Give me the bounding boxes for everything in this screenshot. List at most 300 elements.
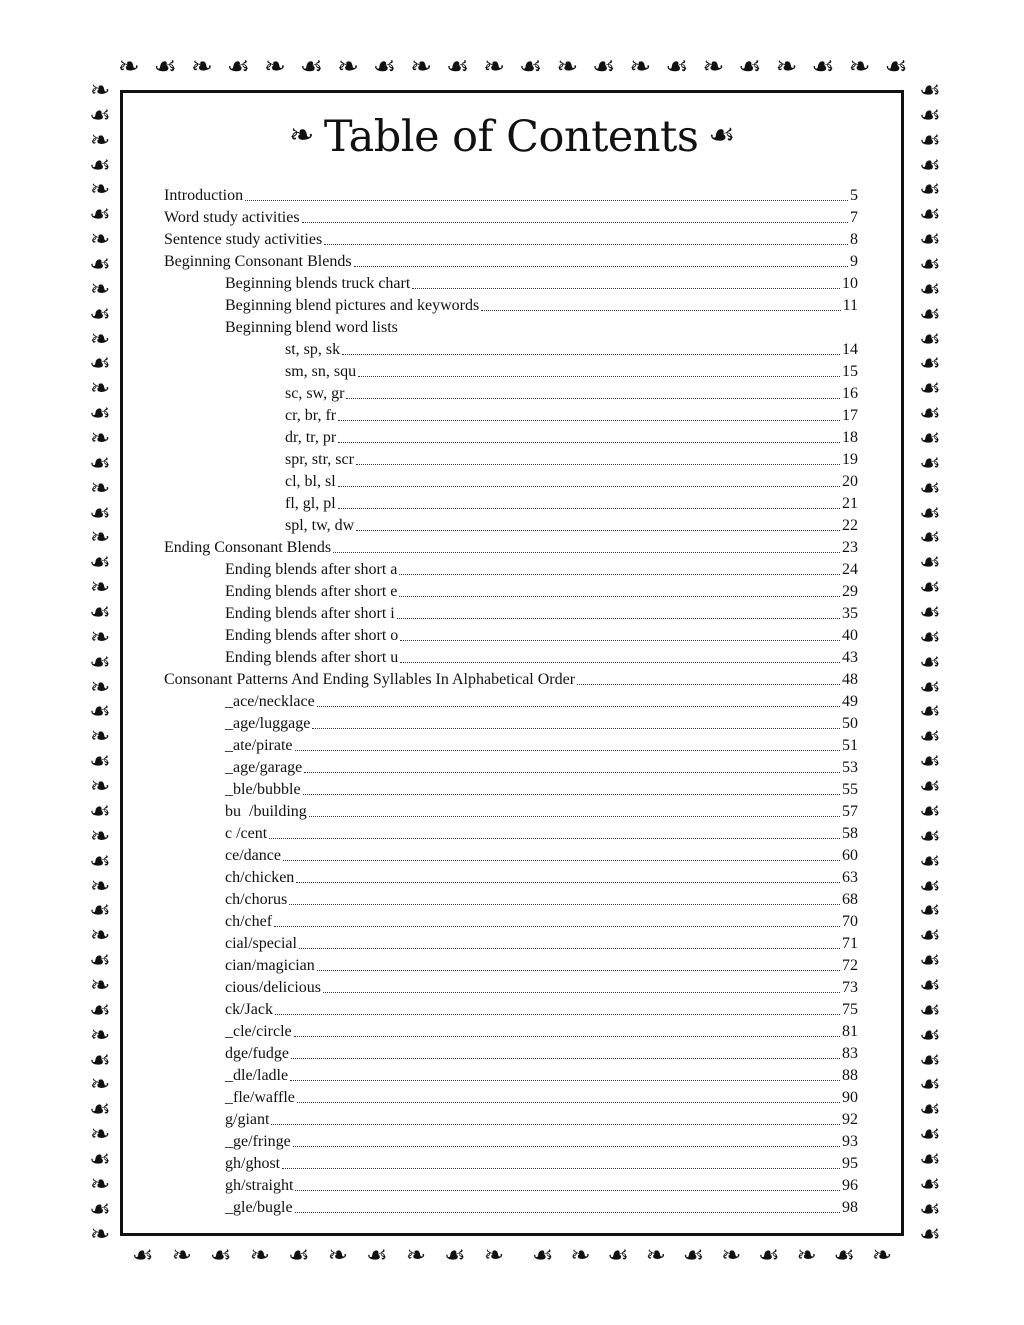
toc-entry[interactable] — [164, 688, 858, 710]
dot-leader — [245, 199, 848, 201]
toc-entry[interactable] — [164, 446, 858, 468]
top-ornament-icon: ❧ — [775, 52, 798, 82]
bottom-right-ornament-icon: ❧ — [796, 1241, 817, 1269]
dot-leader — [323, 991, 840, 993]
right-ornament-icon: ☙ — [919, 747, 941, 776]
left-ornament-icon: ☙ — [89, 896, 111, 925]
bottom-left-ornament-icon: ☙ — [366, 1241, 388, 1269]
dot-leader — [291, 1057, 840, 1059]
right-ornament-icon: ☙ — [919, 1095, 941, 1124]
toc-entry-label: Beginning Consonant Blends — [164, 253, 352, 270]
dot-leader — [338, 419, 840, 421]
toc-entry[interactable] — [164, 974, 858, 996]
dot-leader — [358, 375, 840, 377]
toc-entry[interactable] — [164, 886, 858, 908]
bottom-right-ornament-icon: ☙ — [758, 1241, 780, 1269]
dot-leader — [274, 925, 840, 927]
toc-entry[interactable] — [164, 204, 858, 226]
dot-leader — [293, 1145, 840, 1147]
toc-entry-page-number: 8 — [850, 231, 858, 248]
dot-leader — [309, 815, 840, 817]
bottom-right-ornament-icon: ❧ — [721, 1241, 742, 1269]
toc-entry[interactable] — [164, 776, 858, 798]
toc-entry-page-number: 18 — [842, 429, 858, 446]
toc-entry-page-number: 19 — [842, 451, 858, 468]
right-ornament-icon: ☙ — [919, 448, 941, 477]
toc-entry-label: _age/garage — [225, 759, 303, 776]
toc-entry-page-number: 9 — [850, 253, 858, 270]
toc-entry[interactable] — [164, 270, 858, 292]
left-ornament-icon: ☙ — [89, 150, 111, 179]
toc-entry-label: dge/fudge — [225, 1045, 289, 1062]
right-ornament-icon: ☙ — [919, 299, 941, 328]
toc-entry-page-number: 88 — [842, 1067, 858, 1084]
toc-entry-label: ck/Jack — [225, 1001, 273, 1018]
dot-leader — [333, 551, 840, 553]
dot-leader — [269, 837, 840, 839]
dot-leader — [302, 221, 848, 223]
toc-entry[interactable] — [164, 1018, 858, 1040]
bottom-left-ornament-icon: ☙ — [132, 1241, 154, 1269]
right-ornament-icon: ☙ — [919, 150, 941, 179]
right-ornament-icon: ☙ — [919, 821, 941, 850]
toc-entry-label: _ace/necklace — [225, 693, 315, 710]
right-ornament-icon: ☙ — [919, 796, 941, 825]
toc-entry-label: _age/luggage — [225, 715, 311, 732]
dot-leader — [324, 243, 848, 245]
toc-entry[interactable] — [164, 622, 858, 644]
left-ornament-border — [86, 78, 114, 1246]
dot-leader — [317, 705, 840, 707]
toc-entry[interactable] — [164, 248, 858, 270]
toc-entry[interactable] — [164, 402, 858, 424]
toc-entry[interactable] — [164, 600, 858, 622]
top-ornament-icon: ❧ — [629, 52, 652, 82]
right-ornament-icon: ☙ — [919, 1169, 941, 1198]
toc-entry-page-number: 50 — [842, 715, 858, 732]
toc-entry-label: c /cent — [225, 825, 268, 842]
toc-entry[interactable] — [164, 666, 858, 688]
toc-entry[interactable] — [164, 468, 858, 490]
toc-entry[interactable] — [164, 358, 858, 380]
toc-entry-label: st, sp, sk — [285, 341, 341, 358]
toc-entry-label: _fle/waffle — [225, 1089, 295, 1106]
toc-entry[interactable] — [164, 1194, 858, 1216]
toc-entry-label: cr, br, fr — [285, 407, 337, 424]
top-ornament-icon: ☙ — [884, 52, 908, 82]
dot-leader — [412, 287, 840, 289]
right-ornament-icon: ☙ — [919, 921, 941, 950]
toc-entry-label: cial/special — [225, 935, 297, 952]
left-ornament-icon: ☙ — [89, 598, 111, 627]
left-ornament-icon: ☙ — [89, 299, 111, 328]
dot-leader — [577, 683, 840, 685]
right-ornament-icon: ☙ — [919, 1020, 941, 1049]
right-ornament-icon: ☙ — [919, 598, 941, 627]
title-swash-right-icon: ☙ — [708, 118, 735, 153]
bottom-right-ornament-icon: ☙ — [607, 1241, 629, 1269]
toc-entry[interactable] — [164, 1106, 858, 1128]
toc-entry-label: _cle/circle — [225, 1023, 292, 1040]
left-ornament-icon: ❧ — [89, 473, 111, 502]
right-ornament-icon: ☙ — [919, 399, 941, 428]
toc-entry-page-number: 68 — [842, 891, 858, 908]
toc-entry-page-number: 16 — [842, 385, 858, 402]
toc-entry[interactable] — [164, 996, 858, 1018]
toc-entry[interactable] — [164, 644, 858, 666]
top-ornament-icon: ❧ — [337, 52, 360, 82]
dot-leader — [294, 1035, 840, 1037]
toc-entry-page-number: 14 — [842, 341, 858, 358]
toc-entry[interactable] — [164, 820, 858, 842]
right-ornament-icon: ☙ — [919, 1070, 941, 1099]
toc-entry-label: cian/magician — [225, 957, 315, 974]
dot-leader — [338, 485, 840, 487]
title-text: Table of Contents — [323, 112, 699, 162]
left-ornament-icon: ❧ — [89, 1020, 111, 1049]
toc-entry-label: Sentence study activities — [164, 231, 323, 248]
toc-entry-page-number: 63 — [842, 869, 858, 886]
left-ornament-icon: ❧ — [89, 672, 111, 701]
bottom-left-ornament-icon: ❧ — [171, 1241, 192, 1269]
toc-entry[interactable] — [164, 380, 858, 402]
toc-entry-label: sm, sn, squ — [285, 363, 357, 380]
toc-entry-page-number: 11 — [842, 297, 858, 314]
toc-entry[interactable] — [164, 952, 858, 974]
left-ornament-icon: ❧ — [89, 374, 111, 403]
dot-leader — [271, 1123, 840, 1125]
left-ornament-icon: ☙ — [89, 647, 111, 676]
toc-entry[interactable] — [164, 1172, 858, 1194]
toc-entry[interactable] — [164, 534, 858, 556]
dot-leader — [295, 1189, 840, 1191]
toc-entry[interactable] — [164, 1128, 858, 1150]
toc-entry-label: gh/straight — [225, 1177, 294, 1194]
toc-entry-page-number: 96 — [842, 1177, 858, 1194]
left-ornament-icon: ☙ — [89, 250, 111, 279]
toc-entry-label: _gle/bugle — [225, 1199, 293, 1216]
toc-entry-page-number: 24 — [842, 561, 858, 578]
right-ornament-icon: ☙ — [919, 622, 941, 651]
top-ornament-icon: ☙ — [811, 52, 835, 82]
left-ornament-icon: ❧ — [89, 921, 111, 950]
top-ornament-icon: ☙ — [665, 52, 689, 82]
right-ornament-icon: ☙ — [919, 1120, 941, 1149]
dot-leader — [481, 309, 840, 311]
toc-entry[interactable] — [164, 710, 858, 732]
toc-entry-page-number: 73 — [842, 979, 858, 996]
toc-entry-page-number: 21 — [842, 495, 858, 512]
toc-entry-page-number: 23 — [842, 539, 858, 556]
toc-entry-page-number: 51 — [842, 737, 858, 754]
toc-entry-label: Consonant Patterns And Ending Syllables In Alphabetical Order — [164, 671, 576, 688]
bottom-right-ornament-icon: ☙ — [682, 1241, 705, 1269]
right-ornament-icon: ☙ — [919, 274, 941, 303]
toc-entry-page-number: 48 — [842, 671, 858, 688]
left-ornament-icon: ❧ — [89, 1219, 111, 1248]
table-of-contents — [164, 182, 858, 1216]
left-ornament-icon: ❧ — [89, 772, 111, 801]
toc-entry[interactable] — [164, 1062, 858, 1084]
right-ornament-icon: ☙ — [919, 772, 941, 801]
dot-leader — [295, 749, 840, 751]
dot-leader — [295, 1211, 840, 1213]
toc-entry[interactable] — [164, 182, 858, 204]
toc-entry[interactable] — [164, 930, 858, 952]
left-ornament-icon: ☙ — [89, 399, 111, 428]
toc-entry[interactable] — [164, 490, 858, 512]
toc-entry-page-number: 92 — [842, 1111, 858, 1128]
dot-leader — [275, 1013, 840, 1015]
toc-entry-label: g/giant — [225, 1111, 270, 1128]
top-ornament-icon: ❧ — [702, 52, 725, 82]
bottom-left-ornament-icon: ☙ — [210, 1241, 232, 1269]
left-ornament-icon: ☙ — [89, 946, 111, 975]
toc-entry[interactable] — [164, 754, 858, 776]
bottom-right-ornament-icon: ☙ — [833, 1241, 856, 1269]
dot-leader — [299, 947, 840, 949]
top-ornament-icon: ❧ — [483, 52, 506, 82]
toc-entry-label: ch/chorus — [225, 891, 288, 908]
right-ornament-icon: ☙ — [919, 896, 941, 925]
toc-entry-page-number: 29 — [842, 583, 858, 600]
bottom-right-ornament-icon: ❧ — [871, 1241, 892, 1269]
left-ornament-icon: ❧ — [89, 225, 111, 254]
right-ornament-icon: ☙ — [919, 672, 941, 701]
left-ornament-icon: ❧ — [89, 1070, 111, 1099]
left-ornament-icon: ☙ — [89, 995, 111, 1024]
dot-leader — [282, 1167, 840, 1169]
dot-leader — [338, 507, 840, 509]
toc-entry-page-number: 53 — [842, 759, 858, 776]
left-ornament-icon: ❧ — [89, 125, 111, 154]
right-ornament-icon: ☙ — [919, 250, 941, 279]
toc-entry-label: _ate/pirate — [225, 737, 293, 754]
right-ornament-icon: ☙ — [919, 871, 941, 900]
toc-entry-label: Ending Consonant Blends — [164, 539, 332, 556]
toc-entry-page-number: 7 — [850, 209, 858, 226]
left-ornament-icon: ❧ — [89, 175, 111, 204]
toc-entry-page-number: 15 — [842, 363, 858, 380]
bottom-left-ornament-icon: ❧ — [249, 1241, 270, 1269]
bottom-left-ornament-icon: ☙ — [444, 1241, 466, 1269]
toc-entry[interactable] — [164, 732, 858, 754]
toc-entry[interactable] — [164, 226, 858, 248]
right-ornament-icon: ☙ — [919, 1144, 941, 1173]
right-ornament-icon: ☙ — [919, 1219, 941, 1248]
dot-leader — [354, 265, 848, 267]
left-ornament-icon: ☙ — [89, 448, 111, 477]
toc-entry-label: gh/ghost — [225, 1155, 281, 1172]
page-title — [120, 112, 904, 162]
bottom-right-ornament-icon: ☙ — [532, 1241, 554, 1269]
right-ornament-icon: ☙ — [919, 324, 941, 353]
right-ornament-icon: ☙ — [919, 946, 941, 975]
toc-entry[interactable] — [164, 578, 858, 600]
toc-entry-label: Beginning blend pictures and keywords — [225, 297, 480, 314]
toc-entry[interactable] — [164, 424, 858, 446]
dot-leader — [399, 573, 840, 575]
left-ornament-icon: ❧ — [89, 523, 111, 552]
toc-entry[interactable] — [164, 798, 858, 820]
toc-entry-page-number: 98 — [842, 1199, 858, 1216]
toc-entry-page-number: 57 — [842, 803, 858, 820]
title-swash-left-icon: ❧ — [289, 118, 314, 153]
toc-entry-label: sc, sw, gr — [285, 385, 345, 402]
left-ornament-icon: ❧ — [89, 324, 111, 353]
toc-entry-page-number: 81 — [842, 1023, 858, 1040]
dot-leader — [283, 859, 840, 861]
right-ornament-icon: ☙ — [919, 1045, 941, 1074]
right-ornament-icon: ☙ — [919, 225, 941, 254]
dot-leader — [397, 617, 840, 619]
bottom-right-ornament-icon: ❧ — [570, 1241, 591, 1269]
bottom-right-ornament-icon: ❧ — [645, 1241, 666, 1269]
toc-entry-label: Ending blends after short e — [225, 583, 398, 600]
dot-leader — [312, 727, 840, 729]
left-ornament-icon: ❧ — [89, 871, 111, 900]
top-ornament-icon: ☙ — [592, 52, 616, 82]
dot-leader — [338, 441, 840, 443]
dot-leader — [297, 1101, 840, 1103]
left-ornament-icon: ☙ — [89, 747, 111, 776]
left-ornament-icon: ☙ — [89, 498, 111, 527]
toc-entry-label: Ending blends after short u — [225, 649, 399, 666]
right-ornament-icon: ☙ — [919, 76, 941, 104]
toc-entry-label: Beginning blends truck chart — [225, 275, 411, 292]
top-ornament-icon: ☙ — [373, 52, 397, 82]
toc-entry-page-number: 5 — [850, 187, 858, 204]
top-ornament-icon: ☙ — [226, 52, 251, 82]
toc-entry-label: spl, tw, dw — [285, 517, 355, 534]
right-ornament-icon: ☙ — [919, 722, 941, 751]
right-ornament-icon: ☙ — [919, 125, 941, 154]
bottom-left-ornament-icon: ❧ — [327, 1241, 348, 1269]
top-ornament-icon: ❧ — [848, 52, 871, 82]
toc-entry-page-number: 58 — [842, 825, 858, 842]
left-ornament-icon: ❧ — [89, 424, 111, 453]
toc-entry-page-number: 20 — [842, 473, 858, 490]
toc-entry-label: Beginning blend word lists — [225, 319, 398, 336]
toc-entry-page-number: 75 — [842, 1001, 858, 1018]
dot-leader — [304, 771, 840, 773]
dot-leader — [289, 903, 840, 905]
right-ornament-icon: ☙ — [919, 995, 941, 1024]
left-ornament-icon: ☙ — [89, 1045, 111, 1074]
left-ornament-icon: ☙ — [89, 796, 111, 825]
bottom-right-ornament-border — [532, 1243, 892, 1267]
left-ornament-icon: ☙ — [89, 1095, 111, 1124]
toc-entry-page-number: 22 — [842, 517, 858, 534]
toc-entry-label: dr, tr, pr — [285, 429, 337, 446]
bottom-left-ornament-icon: ❧ — [405, 1241, 426, 1269]
dot-leader — [346, 397, 840, 399]
toc-entry[interactable] — [164, 1150, 858, 1172]
left-ornament-icon: ❧ — [89, 821, 111, 850]
left-ornament-icon: ☙ — [89, 1144, 111, 1173]
dot-leader — [356, 463, 840, 465]
left-ornament-icon: ❧ — [89, 970, 111, 999]
toc-entry[interactable] — [164, 556, 858, 578]
bottom-left-ornament-icon: ❧ — [483, 1241, 504, 1269]
toc-entry[interactable] — [164, 314, 858, 336]
top-ornament-icon: ☙ — [738, 52, 762, 82]
left-ornament-icon: ☙ — [89, 100, 111, 129]
top-ornament-icon: ❧ — [118, 52, 140, 82]
toc-entry-label: Ending blends after short a — [225, 561, 398, 578]
dot-leader — [400, 639, 840, 641]
right-ornament-icon: ☙ — [919, 548, 941, 577]
right-ornament-icon: ☙ — [919, 970, 941, 999]
right-ornament-icon: ☙ — [919, 647, 941, 676]
left-ornament-icon: ☙ — [89, 1194, 111, 1223]
toc-entry[interactable] — [164, 908, 858, 930]
toc-entry[interactable] — [164, 842, 858, 864]
dot-leader — [400, 661, 840, 663]
left-ornament-icon: ❧ — [89, 1120, 111, 1149]
right-ornament-icon: ☙ — [919, 100, 941, 129]
left-ornament-icon: ☙ — [89, 349, 111, 378]
left-ornament-icon: ☙ — [89, 200, 111, 229]
top-ornament-icon: ❧ — [191, 52, 213, 82]
left-ornament-icon: ❧ — [89, 274, 111, 303]
left-ornament-icon: ☙ — [89, 697, 111, 726]
toc-entry-label: _dle/ladle — [225, 1067, 289, 1084]
left-ornament-icon: ☙ — [89, 846, 111, 875]
toc-entry-page-number: 93 — [842, 1133, 858, 1150]
toc-entry-page-number: 10 — [842, 275, 858, 292]
left-ornament-icon: ☙ — [89, 548, 111, 577]
top-ornament-icon: ☙ — [519, 52, 543, 82]
top-ornament-border — [118, 54, 908, 80]
toc-entry-label: cious/delicious — [225, 979, 321, 996]
toc-entry-label: cl, bl, sl — [285, 473, 336, 490]
right-ornament-icon: ☙ — [919, 697, 941, 726]
left-ornament-icon: ❧ — [89, 722, 111, 751]
toc-entry-label: Word study activities — [164, 209, 300, 226]
dot-leader — [290, 1079, 840, 1081]
toc-entry-page-number: 17 — [842, 407, 858, 424]
toc-entry[interactable] — [164, 336, 858, 358]
toc-entry-page-number: 95 — [842, 1155, 858, 1172]
dot-leader — [399, 595, 840, 597]
toc-entry-label: _ble/bubble — [225, 781, 301, 798]
toc-entry-label: Ending blends after short o — [225, 627, 399, 644]
toc-entry-page-number: 40 — [842, 627, 858, 644]
toc-entry[interactable] — [164, 1084, 858, 1106]
left-ornament-icon: ❧ — [89, 622, 111, 651]
toc-entry[interactable] — [164, 1040, 858, 1062]
toc-entry-page-number: 35 — [842, 605, 858, 622]
dot-leader — [342, 353, 840, 355]
toc-entry[interactable] — [164, 512, 858, 534]
dot-leader — [296, 881, 840, 883]
right-ornament-icon: ☙ — [919, 523, 941, 552]
toc-entry[interactable] — [164, 864, 858, 886]
bottom-left-ornament-border — [132, 1243, 504, 1267]
right-ornament-icon: ☙ — [919, 424, 941, 453]
left-ornament-icon: ❧ — [89, 76, 111, 104]
right-ornament-icon: ☙ — [919, 374, 941, 403]
toc-entry-label: fl, gl, pl — [285, 495, 336, 512]
top-ornament-icon: ❧ — [556, 52, 579, 82]
left-ornament-icon: ❧ — [89, 573, 111, 602]
toc-entry-page-number: 60 — [842, 847, 858, 864]
toc-entry-label: bu /building — [225, 803, 307, 820]
toc-entry-page-number: 70 — [842, 913, 858, 930]
toc-entry-page-number: 72 — [842, 957, 858, 974]
toc-entry[interactable] — [164, 292, 858, 314]
